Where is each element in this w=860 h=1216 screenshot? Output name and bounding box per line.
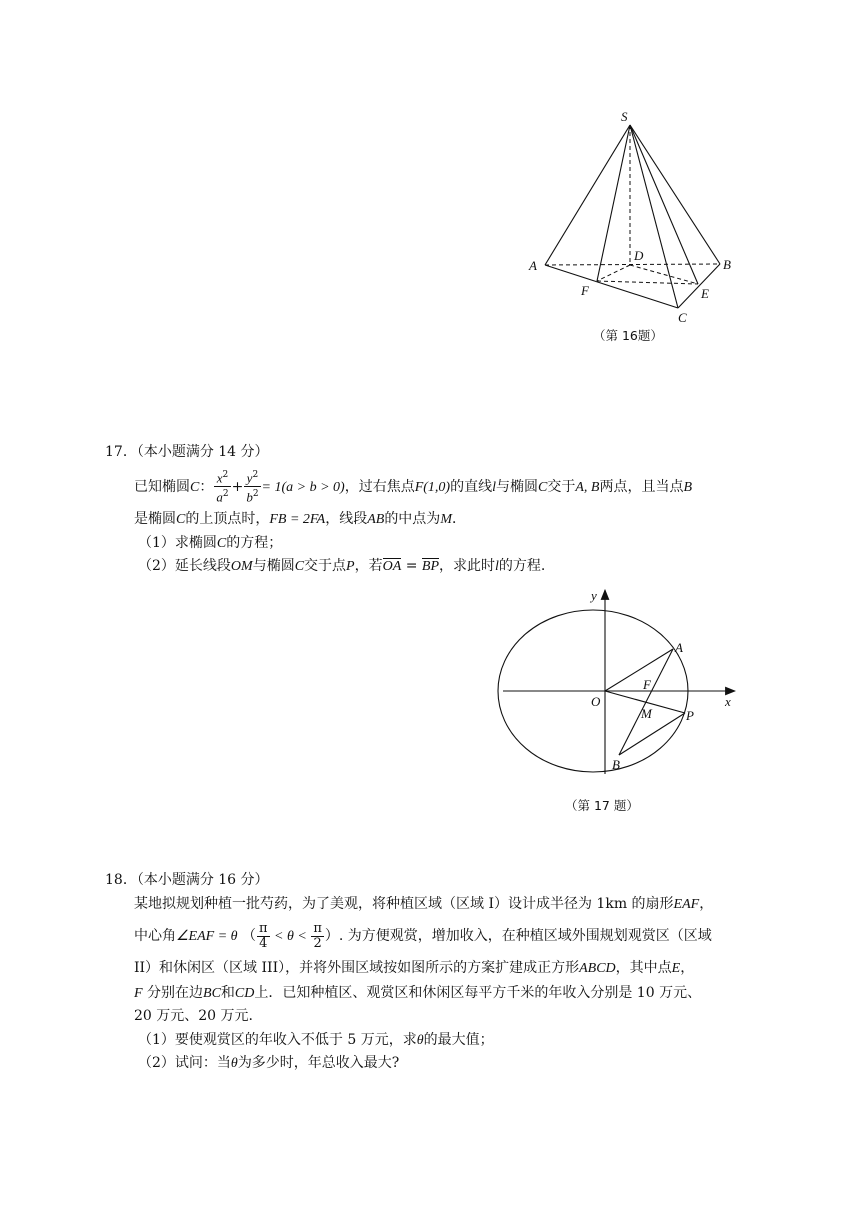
problem-17-part2: （2）延长线段OM与椭圆C交于点P，若OA = BP，求此时l的方程. [138,558,546,574]
label-A: A [529,258,537,273]
figure-16 [520,100,760,350]
edge-AC [545,265,678,308]
label-S: S [621,109,628,124]
vector-BP: BP [421,559,440,574]
problem-17-line1: 已知椭圆C： $\frac{x^2}{a^2}$ + $\frac{y^2}{b^2}$ = 1(a > b > 0)，过右焦点F(1,0)的直线l与椭圆C交于A, B两点，且当点B [134,470,693,505]
problem-18-line4: F 分别在边BC和CD上．已知种植区、观赏区和休闲区每平方千米的年收入分别是 10 万元、 [134,985,702,1001]
edge-SA [545,125,630,265]
problem-points: （本小题满分 16 分） [136,872,269,888]
edge-SB [630,125,720,264]
problem-17-header [105,442,269,462]
edge-DF [597,265,630,281]
fraction-x2-a2: $\frac{x^2}{a^2}$ [216,470,229,505]
figure-17 [495,582,755,818]
caption-17: （第 17 题） [565,798,639,813]
problem-18-line3: II）和休闲区（区域 III），并将外围区域按如图所示的方案扩建成正方形ABCD，其中点E， [134,960,695,976]
label-P: P [686,708,694,723]
label-y: y [591,588,597,603]
label-B: B [612,757,620,772]
edge-BC [678,264,720,308]
problem-18-line5: 20 万元、20 万元. [134,1008,253,1024]
label-B: B [723,257,731,272]
label-C: C [678,310,687,325]
edge-FE [597,281,698,284]
label-M: M [641,706,652,721]
problem-number: 18． [105,872,137,888]
label-E: E [701,286,709,301]
problem-points: （本小题满分 14 分） [136,444,269,460]
label-A: A [675,640,683,655]
edge-SC [630,125,678,308]
segment-BP [619,713,685,755]
fraction-pi-4: $\frac{\pi}{4}$ [258,920,268,951]
problem-17-part1: （1）求椭圆C的方程； [138,535,283,551]
problem-18-part2: （2）试问：当θ为多少时，年总收入最大? [138,1055,400,1071]
label-F: F [643,677,651,692]
problem-number: 17． [105,444,137,460]
edge-DE [630,265,698,284]
fraction-pi-2: $\frac{\pi}{2}$ [313,920,322,951]
fraction-y2-b2: $\frac{y^2}{b^2}$ [246,470,259,505]
problem-17-line2: 是椭圆C的上顶点时，FB = 2FA，线段AB的中点为M． [134,511,466,527]
problem-18-line2: 中心角∠EAF = θ （ $\frac{\pi}{4}$ < θ < $\frac{\pi}{2}$ ）. 为方便观赏，增加收入，在种植区域外围规划观赏区（区域 [134,920,712,951]
vector-OA: OA [382,559,402,574]
label-F: F [581,283,589,298]
caption-16: （第 16题） [593,328,663,343]
label-O: O [591,694,601,709]
label-D: D [634,248,644,263]
problem-18-part1: （1）要使观赏区的年收入不低于 5 万元，求θ的最大值； [138,1032,494,1048]
edge-AB [545,264,720,265]
edge-SF [597,125,630,281]
label-x: x [725,694,731,709]
problem-18-header [105,870,269,890]
problem-18-line1: 某地拟规划种植一批芍药，为了美观，将种植区域（区域 I）设计成半径为 1km 的扇形EAF， [134,896,714,912]
